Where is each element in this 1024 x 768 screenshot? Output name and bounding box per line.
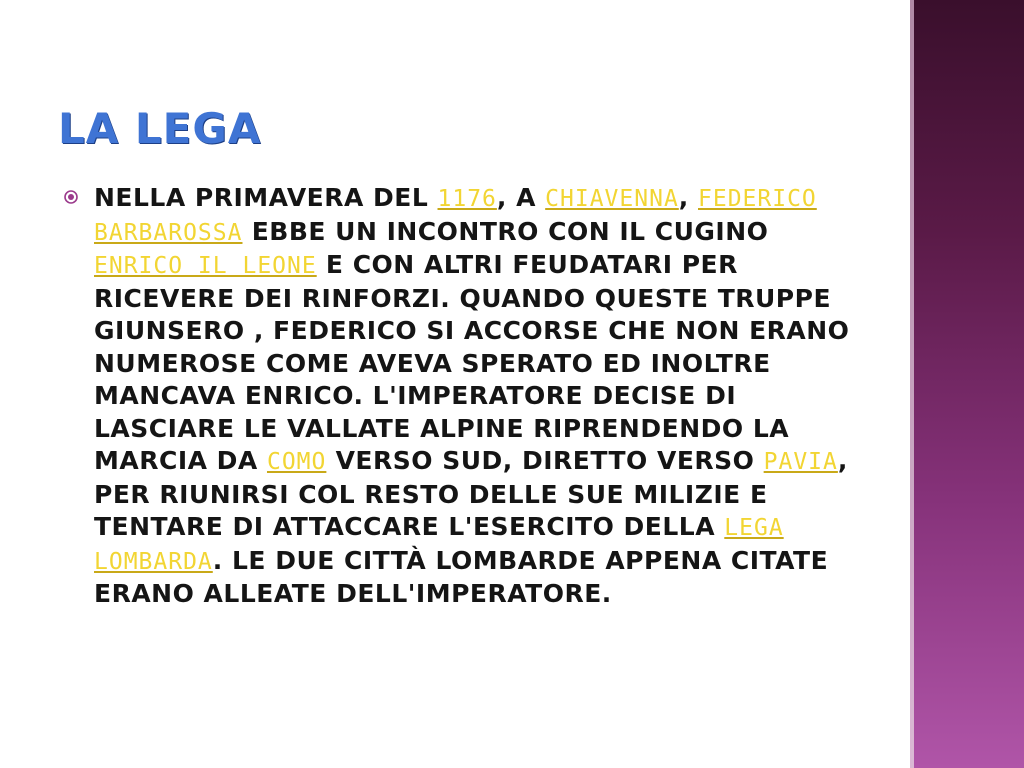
paragraph-text-segment: , A (496, 183, 546, 212)
slide-title: LA LEGA (58, 104, 262, 153)
paragraph-text-segment: . LE DUE CITTÀ LOMBARDE APPENA CITATE ERANO ALLEATE DELL'IMPERATORE. (94, 545, 829, 608)
paragraph-text-segment: , (678, 183, 698, 212)
hyperlink-pavia[interactable]: PAVIA (763, 449, 838, 475)
hyperlink-como[interactable]: COMO (266, 449, 327, 475)
purple-sidebar-decoration (914, 0, 1024, 768)
hyperlink-lega-lombarda[interactable]: LEGA LOMBARDA (94, 515, 784, 575)
paragraph-text-segment: EBBE UN INCONTRO CON IL CUGINO (242, 216, 769, 246)
paragraph-text-segment: NELLA PRIMAVERA DEL (94, 183, 438, 212)
slide-body (64, 182, 854, 611)
hyperlink-1176[interactable]: 1176 (437, 186, 497, 212)
hyperlink-chiavenna[interactable]: CHIAVENNA (545, 186, 679, 212)
paragraph-text-segment: E CON ALTRI FEUDATARI PER RICEVERE DEI RINFORZI. QUANDO QUESTE TRUPPE GIUNSERO , FEDERICO SI ACCORSE CHE NON ERANO NUMEROSE COME AVEVA SPERATO ED INOLTRE MANCAVA ENRICO. L'IMPERATORE DECISE DI LASCIARE LE VALLATE ALPINE RIPRENDENDO LA MARCIA DA (94, 250, 850, 475)
hyperlink-federico-barbarossa[interactable]: FEDERICO BARBAROSSA (94, 186, 817, 246)
radio-bullet-icon (64, 190, 78, 204)
body-paragraph (64, 182, 854, 611)
paragraph-text-segment: VERSO SUD, DIRETTO VERSO (326, 446, 764, 475)
hyperlink-enrico-il-leone[interactable]: ENRICO IL LEONE (94, 253, 317, 279)
paragraph-text-segment: , PER RIUNIRSI COL RESTO DELLE SUE MILIZIE E TENTARE DI ATTACCARE L'ESERCITO DELLA (94, 446, 848, 541)
